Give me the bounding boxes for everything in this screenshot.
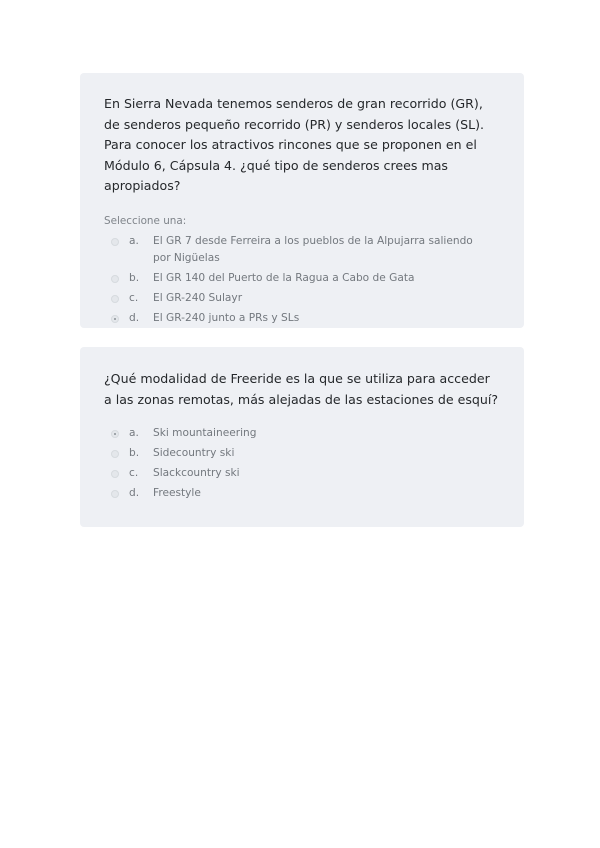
option-letter: b. — [129, 447, 140, 460]
question-card-2 — [80, 347, 524, 527]
answer-option-d[interactable] — [104, 485, 500, 503]
option-letter: d. — [129, 487, 140, 500]
answer-option-a[interactable] — [104, 233, 500, 268]
option-text: Ski mountaineering — [153, 427, 257, 439]
option-text: Slackcountry ski — [153, 467, 240, 480]
radio-button[interactable] — [111, 238, 119, 246]
option-letter: d. — [129, 312, 140, 325]
answer-option-b[interactable] — [104, 445, 500, 463]
option-text: El GR 7 desde Ferreira a los pueblos de la Alpujarra saliendo por Nigüelas — [153, 234, 473, 264]
option-letter: b. — [129, 272, 140, 285]
radio-button[interactable] — [111, 295, 119, 303]
radio-button[interactable] — [111, 430, 119, 438]
question-card-1 — [80, 73, 524, 328]
option-text: El GR-240 Sulayr — [153, 292, 243, 305]
radio-button[interactable] — [111, 275, 119, 283]
radio-button[interactable] — [111, 315, 119, 323]
answer-option-b[interactable] — [104, 270, 500, 288]
option-text: El GR 140 del Puerto de la Ragua a Cabo de Gata — [153, 272, 415, 285]
option-text: Sidecountry ski — [153, 447, 235, 460]
question-text: En Sierra Nevada tenemos senderos de gran recorrido (GR), de senderos pequeño recorrido (PR) y senderos locales (SL). Para conocer los atractivos rincones que se proponen en el Módulo 6, Cápsula 4. ¿qué tipo de senderos crees mas apropiados? — [104, 96, 485, 193]
answer-option-c[interactable] — [104, 465, 500, 483]
question-text: ¿Qué modalidad de Freeride es la que se utiliza para acceder a las zonas remotas, más alejadas de las estaciones de esquí? — [104, 371, 499, 407]
answer-option-a[interactable] — [104, 425, 500, 443]
option-text: Freestyle — [153, 487, 201, 500]
option-letter: c. — [129, 467, 139, 480]
option-text: El GR-240 junto a PRs y SLs — [153, 312, 300, 325]
option-letter: a. — [129, 427, 139, 439]
answer-option-c[interactable] — [104, 290, 500, 308]
option-letter: c. — [129, 292, 139, 305]
radio-button[interactable] — [111, 490, 119, 498]
answer-list — [104, 425, 500, 503]
radio-button[interactable] — [111, 450, 119, 458]
option-letter: a. — [129, 234, 139, 247]
select-prompt: Seleccione una: — [104, 214, 187, 227]
radio-button[interactable] — [111, 470, 119, 478]
answer-list — [104, 233, 500, 328]
answer-option-d[interactable] — [104, 310, 500, 328]
